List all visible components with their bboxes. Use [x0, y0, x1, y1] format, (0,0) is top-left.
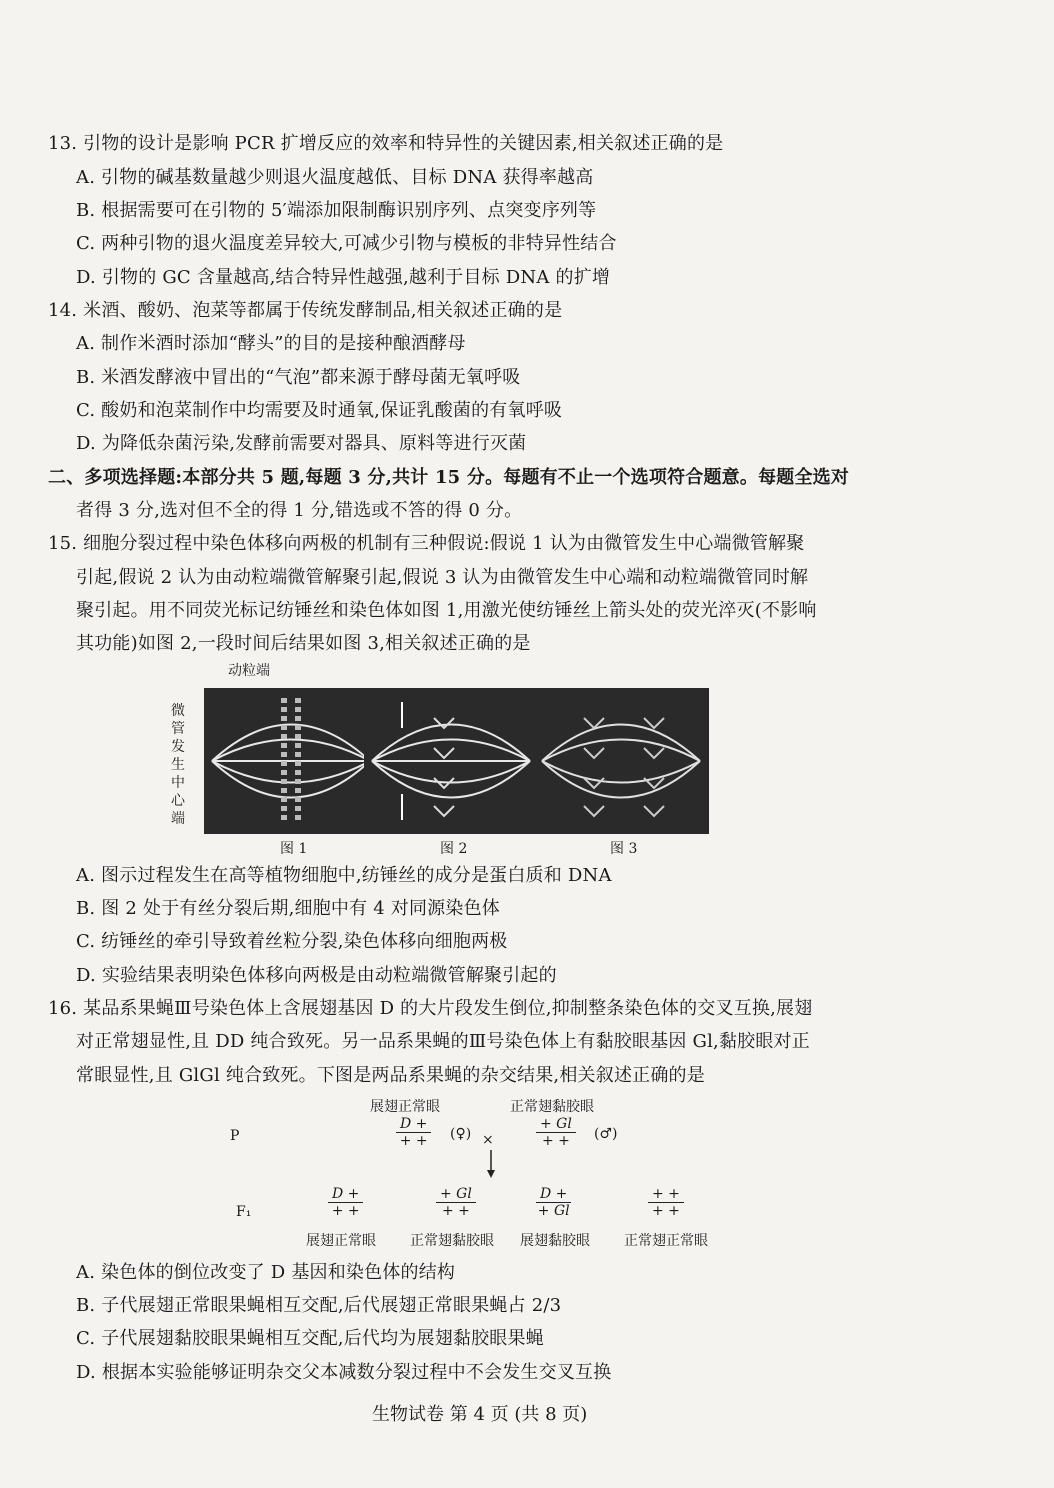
f1-4-bottom: + +	[652, 1203, 680, 1219]
f1-4-top: + +	[648, 1186, 684, 1203]
female-symbol: (♀)	[450, 1126, 472, 1142]
f1-3-top: D +	[536, 1186, 571, 1203]
p-female-bottom: + +	[399, 1133, 428, 1149]
figure-3-caption: 图 3	[610, 841, 638, 857]
p-male-top: + Gl	[536, 1116, 576, 1133]
q14-option-d: D. 为降低杂菌污染,发酵前需要对器具、原料等进行灭菌	[76, 433, 527, 454]
f1-phenotype-2: 正常翅黏胶眼	[410, 1233, 494, 1249]
q13-option-c: C. 两种引物的退火温度差异较大,可减少引物与模板的非特异性结合	[76, 233, 617, 254]
q15-option-a: A. 图示过程发生在高等植物细胞中,纺锤丝的成分是蛋白质和 DNA	[76, 865, 612, 886]
f1-genotype-3	[536, 1186, 571, 1219]
f1-1-top: D +	[328, 1186, 363, 1203]
q15-stem-1: 15. 细胞分裂过程中染色体移向两极的机制有三种假说:假说 1 认为由微管发生中心端微管解聚	[48, 533, 805, 554]
page-footer: 生物试卷 第 4 页 (共 8 页)	[372, 1404, 588, 1425]
f1-phenotype-3: 展翅黏胶眼	[520, 1233, 590, 1249]
q16-option-c: C. 子代展翅黏胶眼果蝇相互交配,后代均为展翅黏胶眼果蝇	[76, 1328, 544, 1349]
p-female-genotype	[396, 1116, 431, 1149]
f1-1-bottom: + +	[331, 1203, 360, 1219]
figure-2-image	[364, 688, 539, 834]
f1-phenotype-4: 正常翅正常眼	[624, 1233, 708, 1249]
cross-symbol: ×	[482, 1132, 494, 1148]
q13-option-d: D. 引物的 GC 含量越高,结合特异性越强,越利于目标 DNA 的扩增	[76, 267, 611, 288]
p-male-phenotype: 正常翅黏胶眼	[510, 1099, 594, 1115]
q14-option-c: C. 酸奶和泡菜制作中均需要及时通氧,保证乳酸菌的有氧呼吸	[76, 400, 563, 421]
q15-stem-3: 聚引起。用不同荧光标记纺锤丝和染色体如图 1,用激光使纺锤丝上箭头处的荧光淬灭(不影响	[76, 600, 817, 621]
q15-stem-2: 引起,假说 2 认为由动粒端微管解聚引起,假说 3 认为由微管发生中心端和动粒端微管同时解	[76, 567, 809, 588]
p-male-bottom: + +	[541, 1133, 570, 1149]
q15-stem-4: 其功能)如图 2,一段时间后结果如图 3,相关叙述正确的是	[76, 633, 531, 654]
q16-option-a: A. 染色体的倒位改变了 D 基因和染色体的结构	[76, 1262, 456, 1283]
figure-1-image	[204, 688, 379, 834]
q13-option-b: B. 根据需要可在引物的 5′端添加限制酶识别序列、点突变序列等	[76, 200, 597, 221]
kinetochore-label: 动粒端	[228, 663, 270, 679]
f1-3-bottom: + Gl	[537, 1203, 570, 1219]
q15-option-d: D. 实验结果表明染色体移向两极是由动粒端微管解聚引起的	[76, 965, 557, 986]
p-generation-label: P	[230, 1128, 240, 1144]
section-2-heading-cont: 者得 3 分,选对但不全的得 1 分,错选或不答的得 0 分。	[76, 500, 523, 521]
figure-3-image	[534, 688, 709, 834]
male-symbol: (♂)	[594, 1126, 618, 1142]
cross-arrow	[486, 1150, 496, 1180]
p-male-genotype	[536, 1116, 576, 1149]
spindle-figure	[170, 660, 730, 860]
figure-1-caption: 图 1	[280, 841, 308, 857]
q13-option-a: A. 引物的碱基数量越少则退火温度越低、目标 DNA 获得率越高	[76, 167, 594, 188]
section-2-heading: 二、多项选择题:本部分共 5 题,每题 3 分,共计 15 分。每题有不止一个选项符合题意。每题全选对	[48, 467, 850, 488]
f1-generation-label: F₁	[236, 1204, 252, 1220]
q13-stem: 13. 引物的设计是影响 PCR 扩增反应的效率和特异性的关键因素,相关叙述正确的是	[48, 133, 724, 154]
f1-genotype-2	[436, 1186, 476, 1219]
figure-2-caption: 图 2	[440, 841, 468, 857]
f1-phenotype-1: 展翅正常眼	[306, 1233, 376, 1249]
f1-2-top: + Gl	[436, 1186, 476, 1203]
f1-genotype-4	[648, 1186, 684, 1219]
mtoc-label: 微管发生中心端	[171, 703, 185, 827]
q15-option-b: B. 图 2 处于有丝分裂后期,细胞中有 4 对同源染色体	[76, 898, 500, 919]
p-female-top: D +	[396, 1116, 431, 1133]
q16-option-b: B. 子代展翅正常眼果蝇相互交配,后代展翅正常眼果蝇占 2/3	[76, 1295, 562, 1316]
q16-option-d: D. 根据本实验能够证明杂交父本减数分裂过程中不会发生交叉互换	[76, 1362, 612, 1383]
p-female-phenotype: 展翅正常眼	[370, 1099, 440, 1115]
q16-stem-3: 常眼显性,且 GlGl 纯合致死。下图是两品系果蝇的杂交结果,相关叙述正确的是	[76, 1065, 705, 1086]
q15-option-c: C. 纺锤丝的牵引导致着丝粒分裂,染色体移向细胞两极	[76, 931, 508, 952]
q14-option-b: B. 米酒发酵液中冒出的“气泡”都来源于酵母菌无氧呼吸	[76, 367, 521, 388]
cross-diagram	[210, 1092, 730, 1252]
q14-stem: 14. 米酒、酸奶、泡菜等都属于传统发酵制品,相关叙述正确的是	[48, 300, 563, 321]
f1-2-bottom: + +	[441, 1203, 470, 1219]
f1-genotype-1	[328, 1186, 363, 1219]
q16-stem-2: 对正常翅显性,且 DD 纯合致死。另一品系果蝇的Ⅲ号染色体上有黏胶眼基因 Gl,黏胶眼对正	[76, 1031, 810, 1052]
q14-option-a: A. 制作米酒时添加“酵头”的目的是接种酿酒酵母	[76, 333, 466, 354]
q16-stem-1: 16. 某品系果蝇Ⅲ号染色体上含展翅基因 D 的大片段发生倒位,抑制整条染色体的交叉互换,展翅	[48, 998, 813, 1019]
